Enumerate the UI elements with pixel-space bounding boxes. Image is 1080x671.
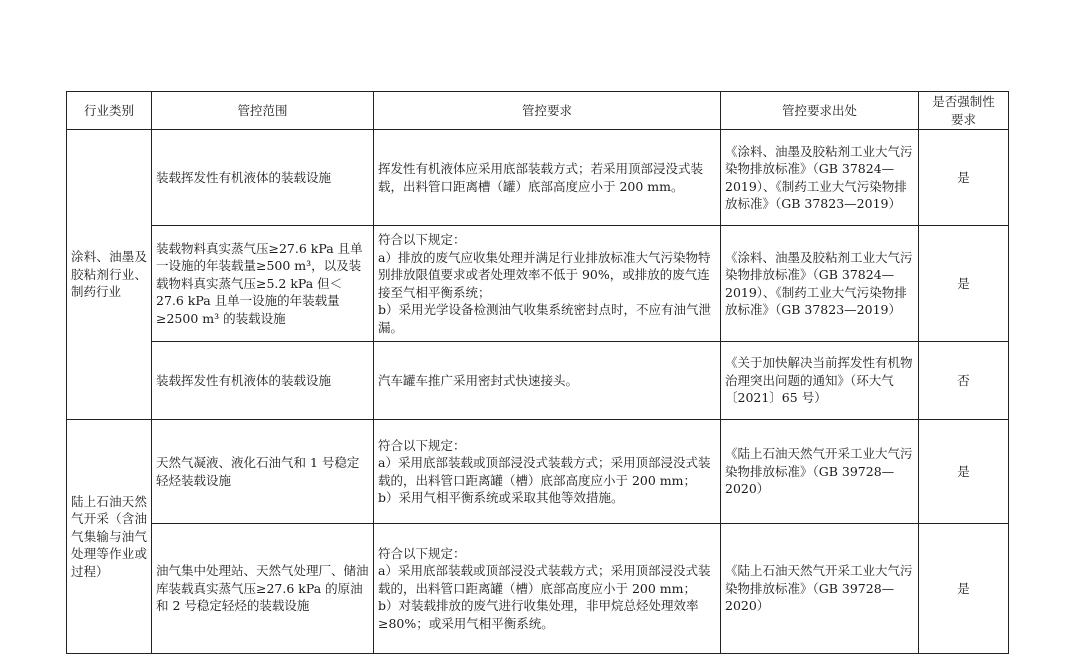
mandatory-cell: 是 [919, 420, 1009, 524]
header-mandatory [919, 92, 1009, 130]
requirement-cell [374, 420, 721, 524]
source-cell: 《涂料、油墨及胶粘剂工业大气污染物排放标准》（GB 37824—2019）、《制药工业大气污染物排放标准》（GB 37823—2019） [721, 130, 919, 226]
requirement-line: a）排放的废气应收集处理并满足行业排放标准大气污染物特别排放限值要求或者处理效率不低于 90%，或排放的废气连接至气相平衡系统； [378, 249, 711, 300]
table-row [67, 130, 1009, 226]
requirement-line: 符合以下规定： [378, 545, 466, 561]
requirement-line: 符合以下规定： [378, 232, 466, 247]
requirement-line: 挥发性有机液体应采用底部装载方式；若采用顶部浸没式装载，出料管口距离槽（罐）底部高度应小于 200 mm。 [378, 161, 704, 194]
scope-cell: 装载挥发性有机液体的装载设施 [152, 342, 374, 420]
scope-cell: 装载挥发性有机液体的装载设施 [152, 130, 374, 226]
mandatory-cell: 否 [919, 342, 1009, 420]
source-cell: 《陆上石油天然气开采工业大气污染物排放标准》（GB 39728—2020） [721, 524, 919, 654]
header-scope: 管控范围 [152, 92, 374, 130]
requirement-line: 符合以下规定： [378, 437, 466, 453]
source-cell: 《关于加快解决当前挥发性有机物治理突出问题的通知》（环大气〔2021〕65 号） [721, 342, 919, 420]
mandatory-cell: 是 [919, 130, 1009, 226]
requirement-line: 汽车罐车推广采用密封式快速接头。 [378, 372, 579, 388]
requirement-cell [374, 524, 721, 654]
requirement-line: b）采用光学设备检测油气收集系统密封点时，不应有油气泄漏。 [378, 302, 712, 335]
scope-cell: 天然气凝液、液化石油气和 1 号稳定轻烃装载设施 [152, 420, 374, 524]
source-cell: 《陆上石油天然气开采工业大气污染物排放标准》（GB 39728—2020） [721, 420, 919, 524]
regulation-table [66, 91, 1009, 654]
requirement-line: a）采用底部装载或顶部浸没式装载方式；采用顶部浸没式装载的，出料管口距离罐（槽）底部高度应小于 200 mm； [378, 455, 711, 488]
table-row [67, 420, 1009, 524]
table-row [67, 342, 1009, 420]
requirement-line: a）采用底部装载或顶部浸没式装载方式；采用顶部浸没式装载的，出料管口距离罐（槽）底部高度应小于 200 mm； [378, 563, 711, 596]
table-row [67, 226, 1009, 342]
requirement-line: b）对装载排放的废气进行收集处理，非甲烷总烃处理效率≥80%；或采用气相平衡系统。 [378, 598, 699, 631]
mandatory-cell: 是 [919, 524, 1009, 654]
industry-cell: 陆上石油天然气开采（含油气集输与油气处理等作业或过程） [67, 420, 152, 654]
requirement-cell [374, 226, 721, 342]
header-mandatory-line2: 要求 [950, 111, 976, 127]
header-industry: 行业类别 [67, 92, 152, 130]
table-row [67, 524, 1009, 654]
header-source: 管控要求出处 [721, 92, 919, 130]
source-cell: 《涂料、油墨及胶粘剂工业大气污染物排放标准》（GB 37824—2019）、《制药工业大气污染物排放标准》（GB 37823—2019） [721, 226, 919, 342]
header-requirement: 管控要求 [374, 92, 721, 130]
scope-cell: 装载物料真实蒸气压≥27.6 kPa 且单一设施的年装载量≥500 m³，以及装载物料真实蒸气压≥5.2 kPa 但＜27.6 kPa 且单一设施的年装载量≥2500 m³ 的装载设施 [152, 226, 374, 342]
header-row [67, 92, 1009, 130]
header-mandatory-line1: 是否强制性 [932, 94, 995, 109]
mandatory-cell: 是 [919, 226, 1009, 342]
requirement-cell [374, 342, 721, 420]
scope-cell: 油气集中处理站、天然气处理厂、储油库装载真实蒸气压≥27.6 kPa 的原油和 2 号稳定轻烃的装载设施 [152, 524, 374, 654]
industry-cell: 涂料、油墨及胶粘剂行业、制药行业 [67, 130, 152, 420]
requirement-line: b）采用气相平衡系统或采取其他等效措施。 [378, 490, 624, 505]
requirement-cell [374, 130, 721, 226]
